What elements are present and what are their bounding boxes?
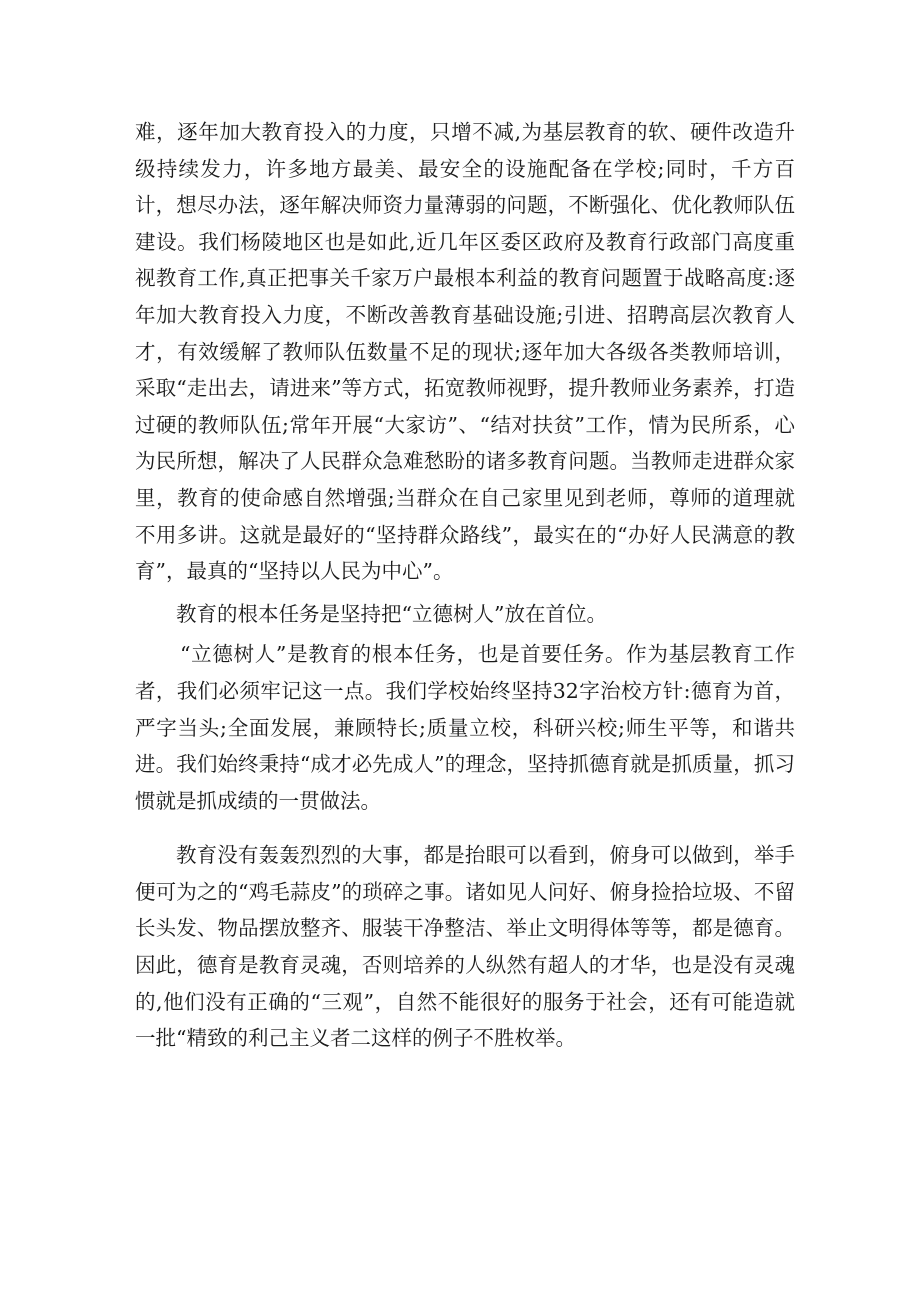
document-body <box>135 114 795 1057</box>
paragraph-school-policy: “立德树人”是教育的根本任务，也是首要任务。作为基层教育工作者，我们必须牢记这一点。我们学校始终坚持32字治校方针:德育为首，严字当头;全面发展，兼顾特长;质量立校，科研兴校;师生平等，和谐共进。我们始终秉持“成才必先成人”的理念，坚持抓德育就是抓质量，抓习惯就是抓成绩的一贯做法。 <box>135 642 795 813</box>
paragraph-heading-moral-education: 教育的根本任务是坚持把“立德树人”放在首位。 <box>176 601 607 626</box>
paragraph-education-investment: 难，逐年加大教育投入的力度，只增不减,为基层教育的软、硬件改造升级持续发力，许多地方最美、最安全的设施配备在学校;同时，千方百计，想尽办法，逐年解决师资力量薄弱的问题，不断强化、优化教师队伍建设。我们杨陵地区也是如此,近几年区委区政府及教育行政部门高度重视教育工作,真正把事关千家万户最根本利益的教育问题置于战略高度:逐年加大教育投入力度，不断改善教育基础设施;引进、招聘高层次教育人才，有效缓解了教师队伍数量不足的现状;逐年加大各级各类教师培训，采取“走出去，请进来”等方式，拓宽教师视野，提升教师业务素养，打造过硬的教师队伍;常年开展“大家访”、“结对扶贫”工作，情为民所系，心为民所想，解决了人民群众急难愁盼的诸多教育问题。当教师走进群众家里，教育的使命感自然增强;当群众在自己家里见到老师，尊师的道理就不用多讲。这就是最好的“坚持群众路线”，最实在的“办好人民满意的教育”，最真的“坚持以人民为中心”。 <box>135 120 795 584</box>
paragraph-daily-moral-education: 教育没有轰轰烈烈的大事，都是抬眼可以看到，俯身可以做到，举手便可为之的“鸡毛蒜皮”的琐碎之事。诸如见人问好、俯身捡拾垃圾、不留长头发、物品摆放整齐、服装干净整洁、举止文明得体等等，都是德育。因此，德育是教育灵魂，否则培养的人纵然有超人的才华，也是没有灵魂的,他们没有正确的“三观”，自然不能很好的服务于社会，还有可能造就一批“精致的利己主义者二这样的例子不胜枚举。 <box>135 843 795 1051</box>
